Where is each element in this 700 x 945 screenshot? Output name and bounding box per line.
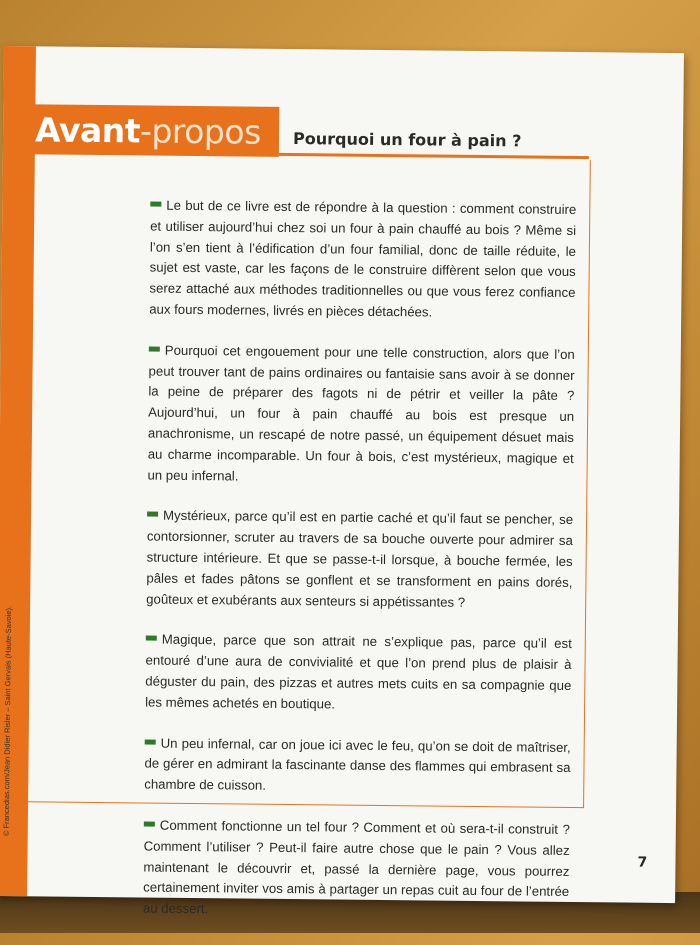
- paragraph-text: Un peu infernal, car on joue ici avec le feu, qu’on se doit de maîtriser, de gérer en admirant la fascinante danse des flammes qui embrasent sa chambre de cuisson.: [144, 735, 571, 793]
- paragraph: [147, 340, 575, 490]
- paragraph: [149, 196, 576, 325]
- paragraph-text: Le but de ce livre est de répondre à la question : comment construire et utiliser aujourd’hui chez soi un four à pain chauffé au bois ? Même si l’on s’en tient à l’édification d’un four familial, donc de taille réduite, le sujet est vaste, car les façons de le construire diffèrent selon que vous serez attaché aux méthodes traditionnelles ou que vous ferez confiance aux fours modernes, livrés en pièces détachées.: [149, 197, 577, 320]
- paragraph: [146, 506, 573, 614]
- photo-credit: © Francedias.com/Jean Didier Risler – Saint Gervais (Haute-Savoie).: [1, 605, 14, 837]
- page-number: 7: [637, 854, 648, 871]
- green-bullet-icon: [145, 739, 156, 744]
- green-bullet-icon: [149, 346, 160, 351]
- paragraph: [143, 815, 570, 923]
- paragraph: [145, 630, 572, 718]
- paragraph-text: Pourquoi cet engouement pour une telle construction, alors que l’on peut trouver tant de pains ordinaires ou fantaisie sans avoir à se donner la peine de préparer des fagots ni de pétrir et veiller la pâte ? Aujourd’hui, un four à pain chauffé au bois est presque un anachronisme, un rescapé de notre passé, un équipement désuet mais au charme incomparable. Un four à bois, c’est mystérieux, magique et un peu infernal.: [147, 342, 575, 484]
- paragraph: [144, 733, 571, 800]
- green-bullet-icon: [150, 202, 161, 207]
- chapter-title-block: [25, 104, 280, 157]
- green-bullet-icon: [144, 821, 155, 826]
- green-bullet-icon: [147, 512, 158, 517]
- paragraph-text: Comment fonctionne un tel four ? Comment et où sera-t-il construit ? Comment l’utiliser ? Peut-il faire autre chose que le pain ? Vous allez maintenant le découvrir et, passé la dernière page, vous pourrez certainement inviter vos amis à partager un repas cuit au four de l’entrée au dessert.: [142, 817, 570, 917]
- chapter-title-rest: -propos: [139, 110, 261, 152]
- chapter-subtitle: Pourquoi un four à pain ?: [292, 129, 522, 151]
- paragraph-text: Mystérieux, parce qu’il est en partie caché et qu’il faut se pencher, se contorsionner, scruter au travers de sa bouche ouverte pour admirer sa structure intérieure. Et que se passe-t-il lorsque, à bouche fermée, les pâles et fades pâtons se gonflent et se transforment en pains dorés, goûteux et exubérants aux senteurs si appétissantes ?: [146, 508, 574, 610]
- chapter-title-bold: Avant: [34, 109, 141, 150]
- book-page: [0, 46, 684, 917]
- body-text: [143, 196, 577, 944]
- paragraph-text: Magique, parce que son attrait ne s’explique pas, parce qu’il est entouré d’une aura de convivialité et que l’on prend plus de plaisir à déguster du pain, des pizzas et autres mets cuits en sa compagnie que les mêmes achetés en boutique.: [145, 632, 572, 712]
- green-bullet-icon: [146, 636, 157, 641]
